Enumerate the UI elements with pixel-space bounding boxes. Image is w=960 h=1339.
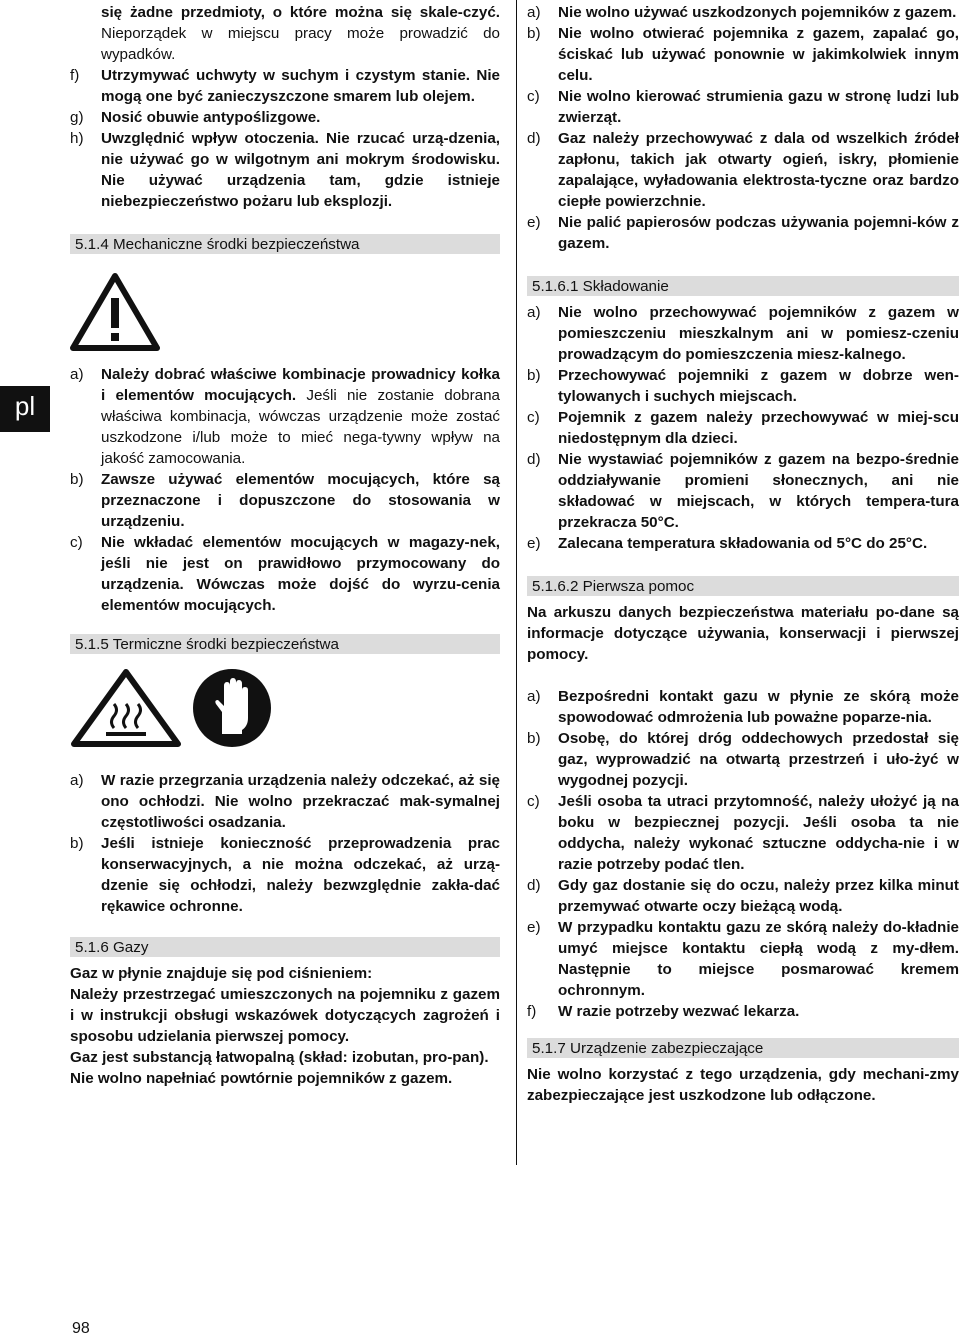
section-heading-5-1-6-1: 5.1.6.1 Składowanie [527, 276, 959, 296]
list-item: b) Nie wolno otwierać pojemnika z gazem, zapalać go, ściskać lub używać ponownie w jakimkolwiek innym celu. [527, 25, 959, 84]
gas-paragraph: Należy przestrzegać umieszczonych na pojemniku z gazem i w instrukcji obsługi wskazówek dotyczących zagrożeń i sposobu udzielania pierwszej pomocy. [70, 986, 500, 1045]
list-item: f) W razie potrzeby wezwać lekarza. [527, 1003, 800, 1020]
list-item: g) Nosić obuwie antypoślizgowe. [70, 109, 321, 126]
list-item: się żadne przedmioty, o które można się skale-czyć. Nieporządek w miejscu pracy może prowadzić do wypadków. [101, 4, 500, 63]
list-item: c) Nie wkładać elementów mocujących w magazy-nek, jeśli nie jest on prawidłowo przymocowany do urządzenia. Wówczas może dojść do wyrzu-cenia elementów mocujących. [70, 534, 500, 614]
right-column [527, 0, 959, 1106]
list-item: c) Pojemnik z gazem należy przechowywać w miej-scu niedostępnym dla dzieci. [527, 409, 959, 447]
list-item: c) Nie wolno kierować strumienia gazu w stronę ludzi lub zwierząt. [527, 88, 959, 126]
list-item: a) Nie wolno używać uszkodzonych pojemników z gazem. [527, 4, 957, 21]
first-aid-intro: Na arkuszu danych bezpieczeństwa materiału po-dane są informacje dotyczące używania, konserwacji i pierwszej pomocy. [527, 604, 959, 663]
list-item: d) Gaz należy przechowywać z dala od wszelkich źródeł zapłonu, takich jak otwarty ogień, iskry, płomienie zapalające, wyładowania elektrosta-tyczne oraz bardzo ciepłe powierzchnie. [527, 130, 959, 210]
list-item: b) Osobę, do której dróg oddechowych przedostał się gaz, wyprowadzić na otwartą przestrzeń i uło-żyć w wygodnej pozycji. [527, 730, 959, 789]
list-item: b) Jeśli istnieje konieczność przeprowadzenia prac konserwacyjnych, a nie można odczekać, aż urzą-dzenie się ochłodzi, należy bezwzględnie zakła-dać rękawice ochronne. [70, 835, 500, 915]
column-divider [516, 0, 517, 1165]
list-item: e) Zalecana temperatura składowania od 5°C do 25°C. [527, 535, 928, 552]
list-item: a) Bezpośredni kontakt gazu w płynie ze skórą może spowodować odmrożenia lub poważne poparze-nia. [527, 688, 959, 726]
section-heading-5-1-6: 5.1.6 Gazy [70, 937, 500, 957]
list-item: d) Nie wystawiać pojemników z gazem na bezpo-średnie oddziaływanie promieni słonecznych, ani nie składować w miejscach, w których tempera-tura przekracza 50°C. [527, 451, 959, 531]
list-item: h) Uwzględnić wpływ otoczenia. Nie rzucać urzą-dzenia, nie używać go w wilgotnym ani mokrym środowisku. Nie używać urządzenia tam, gdzie istnieje niebezpieczeństwo pożaru lub eksplozji. [70, 130, 500, 210]
section-heading-5-1-7: 5.1.7 Urządzenie zabezpieczające [527, 1038, 959, 1058]
warning-triangle-icon [70, 272, 500, 354]
thermal-icons [70, 668, 500, 756]
wear-gloves-icon [192, 668, 272, 756]
page-number: 98 [72, 1320, 90, 1337]
gas-paragraph: Gaz jest substancją łatwopalną (skład: izobutan, pro-pan). [70, 1049, 489, 1066]
list-item: a) Należy dobrać właściwe kombinacje prowadnicy kołka i elementów mocujących. Jeśli nie zostanie dobrana właściwa kombinacja, wówczas urządzenie może zostać uszkodzone i/lub może to mieć nega-tywny wpływ na jakość zamocowania. [70, 366, 500, 467]
section-heading-5-1-5: 5.1.5 Termiczne środki bezpieczeństwa [70, 634, 500, 654]
gas-paragraph: Nie wolno napełniać powtórnie pojemników z gazem. [70, 1070, 453, 1087]
hot-surface-warning-icon [70, 668, 182, 756]
list-item: b) Zawsze używać elementów mocujących, które są przeznaczone i dopuszczone do stosowania w urządzeniu. [70, 471, 500, 530]
language-tab: pl [0, 386, 50, 432]
left-column [70, 0, 500, 1089]
list-item: e) W przypadku kontaktu gazu ze skórą należy do-kładnie umyć miejsce kontaktu ciepłą wodą z my-dłem. Następnie to miejsce posmarować kremem ochronnym. [527, 919, 959, 999]
safety-device-text: Nie wolno korzystać z tego urządzenia, gdy mechani-zmy zabezpieczające jest uszkodzone lub odłączone. [527, 1066, 959, 1104]
list-item: b) Przechowywać pojemniki z gazem w dobrze wen-tylowanych i suchych miejscach. [527, 367, 959, 405]
list-item: d) Gdy gaz dostanie się do oczu, należy przez kilka minut przemywać otwarte oczy bieżącą wodą. [527, 877, 959, 915]
section-heading-5-1-6-2: 5.1.6.2 Pierwsza pomoc [527, 576, 959, 596]
section-heading-5-1-4: 5.1.4 Mechaniczne środki bezpieczeństwa [70, 234, 500, 254]
gas-paragraph: Gaz w płynie znajduje się pod ciśnieniem: [70, 965, 373, 982]
list-item: c) Jeśli osoba ta utraci przytomność, należy ułożyć ją na boku w bezpiecznej pozycji. Jeśli osoba ta nie oddycha, należy wykonać sztuczne oddycha-nie i w razie potrzeby podać tlen. [527, 793, 959, 873]
list-item: a) Nie wolno przechowywać pojemników z gazem w pomieszczeniu mieszkalnym ani w pomiesz-czeniu prowadzącym do pomieszczenia miesz-kalnego. [527, 304, 959, 363]
list-item: a) W razie przegrzania urządzenia należy odczekać, aż się ono ochłodzi. Nie wolno przekraczać mak-symalnej częstotliwości osadzania. [70, 772, 500, 831]
list-item: e) Nie palić papierosów podczas używania pojemni-ków z gazem. [527, 214, 959, 252]
list-item: f) Utrzymywać uchwyty w suchym i czystym stanie. Nie mogą one być zanieczyszczone smarem lub olejem. [70, 67, 501, 105]
